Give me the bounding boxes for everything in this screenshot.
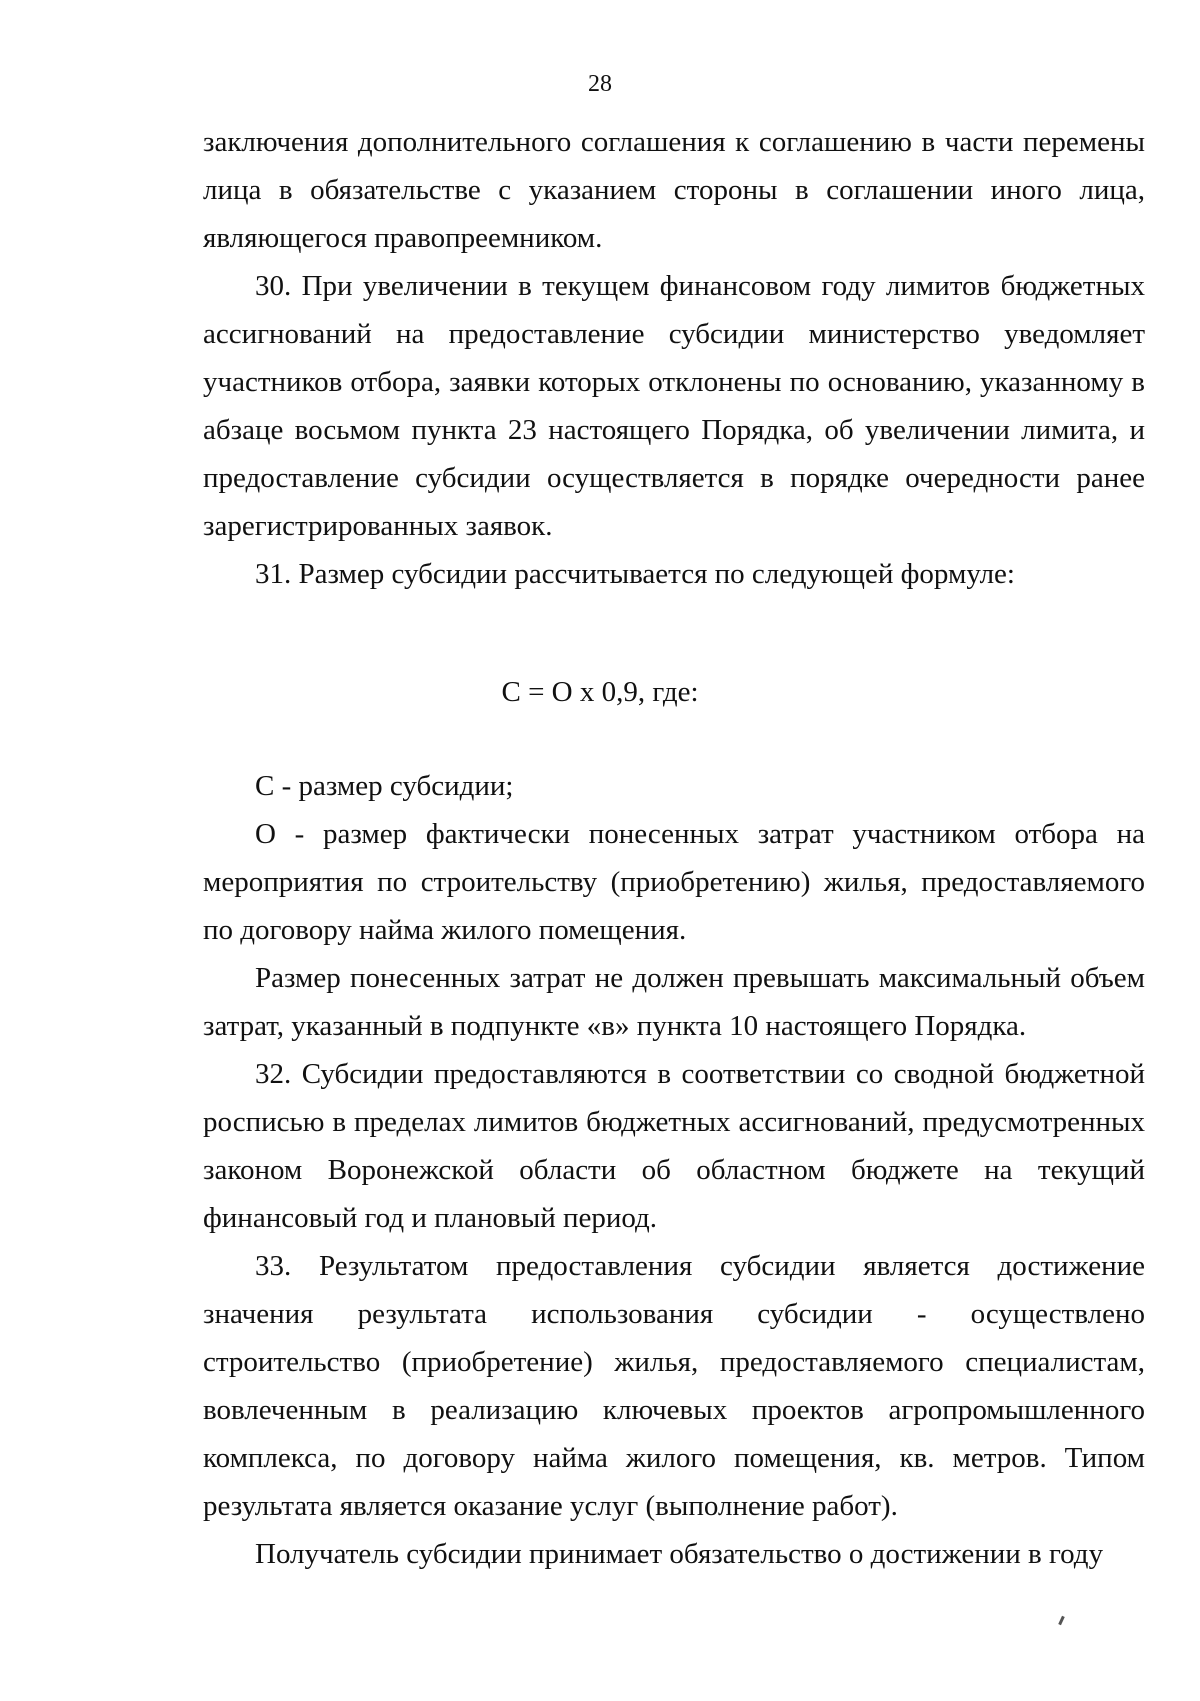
paragraph-costs-limit: Размер понесенных затрат не должен превышать максимальный объем затрат, указанный в подпункте «в» пункта 10 настоящего Порядка. [203, 962, 1145, 1042]
paragraph-item-30: 30. При увеличении в текущем финансовом году лимитов бюджетных ассигнований на предоставление субсидии министерство уведомляет участников отбора, заявки которых отклонены по основанию, указанному в абзаце восьмом пункта 23 настоящего Порядка, об увеличении лимита, и предоставление субсидии осуществляется в порядке очередности ранее зарегистрированных заявок. [203, 270, 1145, 542]
paragraph-item-31: 31. Размер субсидии рассчитывается по следующей формуле: [255, 558, 1015, 590]
paragraph-item-32: 32. Субсидии предоставляются в соответствии со сводной бюджетной росписью в пределах лимитов бюджетных ассигнований, предусмотренных законом Воронежской области об областном бюджете на текущий финансовый год и плановый период. [203, 1058, 1145, 1234]
page-number: 28 [588, 71, 612, 97]
paragraph-continuation: заключения дополнительного соглашения к соглашению в части перемены лица в обязательстве с указанием стороны в соглашении иного лица, являющегося правопреемником. [203, 126, 1145, 254]
text-block-bottom [203, 762, 1145, 1578]
formula: С = О х 0,9, где: [501, 676, 699, 708]
definition-c: С - размер субсидии; [255, 770, 514, 802]
definition-o: О - размер фактически понесенных затрат участником отбора на мероприятия по строительству (приобретению) жилья, предоставляемого по договору найма жилого помещения. [203, 818, 1145, 946]
text-block-top [203, 118, 1145, 598]
scan-mark [1058, 1616, 1065, 1625]
paragraph-item-33: 33. Результатом предоставления субсидии является достижение значения результата использования субсидии - осуществлено строительство (приобретение) жилья, предоставляемого специалистам, вовлеченным в реализацию ключевых проектов агропромышленного комплекса, по договору найма жилого помещения, кв. метров. Типом результата является оказание услуг (выполнение работ). [203, 1250, 1145, 1522]
paragraph-obligation: Получатель субсидии принимает обязательство о достижении в году [255, 1538, 1104, 1570]
